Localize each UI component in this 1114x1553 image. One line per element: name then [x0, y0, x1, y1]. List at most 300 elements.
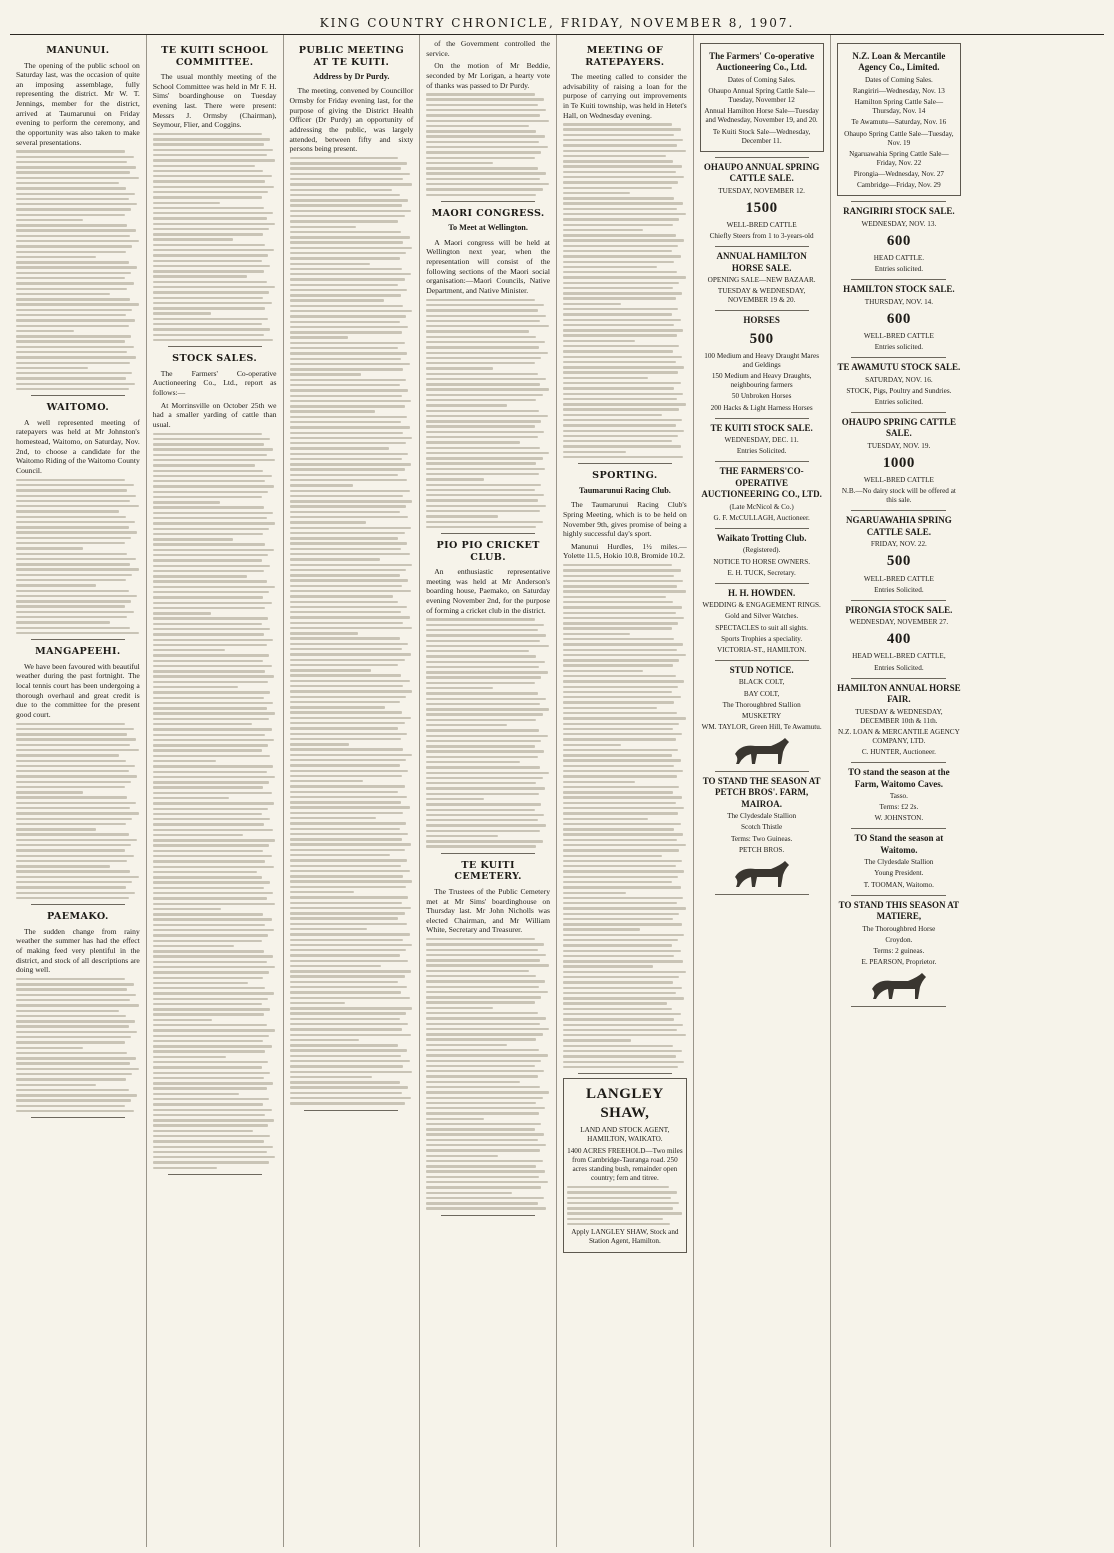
- text-line: [426, 845, 536, 847]
- text-line: [426, 676, 541, 678]
- text-line: [16, 1041, 125, 1043]
- text-line: [426, 320, 540, 322]
- text-line: [426, 515, 498, 517]
- text-line: [290, 595, 394, 597]
- text-line: [290, 468, 405, 470]
- text-line: [153, 1072, 271, 1074]
- advertisement: [700, 43, 824, 152]
- text-line: [16, 214, 125, 216]
- text-line: [426, 803, 541, 805]
- text-line: [16, 495, 136, 497]
- text-line: [153, 940, 262, 942]
- text-line: [153, 186, 274, 188]
- text-line: [290, 395, 403, 397]
- text-line: [563, 691, 672, 693]
- column-rule: [715, 660, 809, 661]
- text-line: [290, 247, 413, 249]
- text-line: [563, 775, 677, 777]
- article-subheading: Taumarunui Racing Club.: [578, 485, 671, 495]
- text-line: [153, 1008, 271, 1010]
- column-4: [420, 35, 557, 1547]
- ad-figure: 500: [886, 553, 911, 570]
- ad-title: TE KUITI STOCK SALE.: [710, 422, 813, 433]
- text-line: [16, 870, 130, 872]
- text-line: [290, 373, 362, 375]
- text-line: [16, 568, 139, 570]
- text-line: [290, 1055, 401, 1057]
- text-line: [563, 807, 684, 809]
- text-line: [290, 400, 411, 402]
- text-line: [563, 1066, 678, 1068]
- advertisement: [837, 833, 962, 889]
- text-line: [290, 970, 411, 972]
- text-line: [426, 415, 547, 417]
- text-line: [426, 996, 541, 998]
- text-line: [426, 93, 535, 95]
- article: [426, 39, 550, 196]
- advertisement: [700, 665, 824, 766]
- text-line: [153, 506, 264, 508]
- text-line: [426, 1012, 537, 1014]
- text-line: [290, 933, 410, 935]
- article-subheading: To Meet at Wellington.: [448, 223, 528, 233]
- text-line: [290, 622, 404, 624]
- text-line: [290, 659, 405, 661]
- article-paragraph: A well represented meeting of ratepayers was held at Mr Johnston's homestead, Waitomo, on Saturday, Nov. 2nd, to choose a candidate for the Waitomo Riding of the Waitomo County Council.: [16, 417, 140, 476]
- text-line: [563, 960, 683, 962]
- text-line: [16, 855, 134, 857]
- text-line: [426, 671, 547, 673]
- text-line: [290, 759, 406, 761]
- text-line: [563, 950, 681, 952]
- text-line: [16, 994, 136, 996]
- text-line: [290, 405, 405, 407]
- text-line: [16, 203, 137, 205]
- text-line: [16, 1068, 139, 1070]
- column-7: [831, 35, 968, 1547]
- text-line: [567, 1191, 677, 1193]
- text-line: [153, 955, 273, 957]
- text-line: [563, 176, 684, 178]
- text-line: [426, 1133, 544, 1135]
- text-line: [426, 157, 535, 159]
- text-line: [153, 934, 268, 936]
- article-heading: TE KUITI CEMETERY.: [454, 859, 522, 883]
- text-line: [290, 843, 411, 845]
- text-line: [153, 718, 269, 720]
- text-line: [563, 902, 677, 904]
- text-line: [16, 786, 125, 788]
- ad-line: SPECTACLES to suit all sights.: [715, 623, 808, 632]
- text-line: [290, 796, 408, 798]
- ad-line: G. F. McCULLAGH, Auctioneer.: [713, 513, 810, 522]
- text-line: [290, 833, 409, 835]
- text-line: [290, 500, 413, 502]
- text-line: [563, 139, 683, 141]
- text-line: [153, 339, 273, 341]
- ad-line: Cambridge—Friday, Nov. 29: [857, 181, 941, 190]
- article-heading: MEETING OF RATEPAYERS.: [585, 45, 665, 68]
- text-line: [563, 229, 643, 231]
- text-line: [426, 954, 546, 956]
- text-line: [563, 744, 621, 746]
- article-heading: WAITOMO.: [46, 402, 110, 414]
- text-line: [153, 950, 264, 952]
- text-line: [426, 404, 506, 406]
- text-line: [16, 611, 134, 613]
- ad-line: VICTORIA-ST., HAMILTON.: [717, 645, 807, 654]
- text-line: [567, 1223, 670, 1225]
- ad-title: ANNUAL HAMILTON HORSE SALE.: [716, 251, 807, 273]
- article-paragraph: A Maori congress will be held at Wellington next year, when the representation will consist of the following sections of the Maori social organisation:—Maori Councils, Native Department, and Native Minister.: [426, 237, 550, 296]
- text-line: [426, 645, 549, 647]
- text-line: [426, 130, 536, 132]
- text-line: [563, 165, 682, 167]
- text-line: [290, 484, 353, 486]
- text-line: [290, 975, 405, 977]
- text-line: [563, 297, 676, 299]
- text-line: [426, 830, 540, 832]
- article-heading: PUBLIC MEETING AT TE KUITI.: [298, 45, 405, 68]
- text-line: [16, 595, 137, 597]
- text-line: [290, 231, 401, 233]
- text-line: [426, 1176, 539, 1178]
- text-line: [426, 399, 536, 401]
- text-line: [290, 939, 404, 941]
- text-line: [426, 949, 537, 951]
- text-line: [16, 177, 139, 179]
- text-line: [153, 149, 273, 151]
- text-line: [563, 1024, 683, 1026]
- text-line: [290, 537, 399, 539]
- text-line: [290, 944, 413, 946]
- text-line: [16, 605, 125, 607]
- text-line: [290, 194, 400, 196]
- text-line: [153, 202, 220, 204]
- text-line: [563, 876, 678, 878]
- text-line: [426, 938, 535, 940]
- text-line: [153, 744, 268, 746]
- text-line: [153, 512, 273, 514]
- ad-subtitle: (Late McNicol & Co.): [729, 502, 794, 511]
- ad-title: HAMILTON STOCK SALE.: [843, 284, 955, 295]
- text-line: [153, 312, 211, 314]
- article-paragraph: The opening of the public school on Saturday last, was the occasion of quite an imposing assemblage, fully representing the district. Mr W. T. Jennings, member for the district, arrived at Taumarunui on Friday evening to perform the ceremony, and the opportunity was also taken to make several presentations.: [16, 60, 140, 147]
- text-line: [563, 134, 674, 136]
- text-line: [153, 480, 266, 482]
- text-line: [153, 448, 273, 450]
- text-line: [563, 844, 686, 846]
- advertisement: [700, 533, 824, 578]
- advertisement: [700, 162, 824, 241]
- text-line: [426, 315, 546, 317]
- text-line: [290, 521, 367, 523]
- text-line: [153, 749, 262, 751]
- text-line: [426, 724, 506, 726]
- text-line: [16, 362, 130, 364]
- text-line: [290, 917, 399, 919]
- advertisement: [837, 767, 962, 823]
- ad-figure: 400: [886, 631, 911, 648]
- ad-line: HEAD CATTLE.: [873, 254, 925, 262]
- column-rule: [31, 904, 125, 905]
- text-line: [16, 760, 126, 762]
- text-line: [426, 478, 484, 480]
- text-line: [153, 633, 264, 635]
- text-line: [16, 516, 126, 518]
- ad-figure: 500: [749, 330, 774, 347]
- text-line: [563, 213, 686, 215]
- text-line: [567, 1212, 682, 1214]
- text-line: [290, 426, 410, 428]
- text-line: [426, 640, 540, 642]
- column-rule: [31, 395, 125, 396]
- text-line: [16, 314, 126, 316]
- text-line: [153, 275, 247, 277]
- text-line: [16, 754, 119, 756]
- text-line: [290, 711, 403, 713]
- text-line: [153, 760, 216, 762]
- ad-line: TUESDAY & WEDNESDAY, NOVEMBER 19 & 20.: [717, 287, 806, 305]
- text-line: [290, 167, 401, 169]
- text-line: [16, 818, 132, 820]
- ad-line: Te Kuiti Stock Sale—Wednesday, December 11.: [712, 127, 811, 145]
- ad-line: Croydon.: [885, 935, 913, 944]
- text-line: [426, 172, 546, 174]
- text-line: [426, 394, 542, 396]
- column-rule: [578, 1073, 672, 1074]
- text-line: [153, 617, 268, 619]
- ad-line: The Clydesdale Stallion: [864, 858, 934, 867]
- text-line: [153, 607, 266, 609]
- text-line: [290, 748, 404, 750]
- text-line: [290, 442, 406, 444]
- ad-title: The Farmers' Co-operative Auctioneering Co., Ltd.: [709, 51, 815, 73]
- ad-line: Ngaruawahia Spring Cattle Sale—Friday, Nov. 22: [849, 149, 949, 167]
- text-line: [426, 489, 535, 491]
- text-line: [290, 965, 382, 967]
- text-line: [426, 692, 537, 694]
- text-line: [426, 362, 535, 364]
- text-line: [16, 1052, 127, 1054]
- text-line: [426, 357, 541, 359]
- text-line: [563, 350, 673, 352]
- text-line: [153, 254, 268, 256]
- text-line: [16, 272, 131, 274]
- text-line: [153, 1114, 266, 1116]
- text-line: [16, 1084, 96, 1086]
- text-line: [426, 436, 537, 438]
- text-line: [426, 835, 498, 837]
- text-line: [153, 818, 271, 820]
- text-line: [290, 347, 399, 349]
- text-line: [16, 193, 135, 195]
- text-line: [153, 639, 273, 641]
- text-line: [563, 627, 672, 629]
- text-line: [153, 1140, 264, 1142]
- text-line: [290, 896, 409, 898]
- text-line: [426, 188, 542, 190]
- text-line: [16, 346, 134, 348]
- text-line: [290, 1002, 346, 1004]
- text-line: [16, 261, 129, 263]
- text-line: [563, 855, 662, 857]
- text-line: [290, 453, 409, 455]
- text-line: [153, 586, 276, 588]
- text-line: [153, 1045, 272, 1047]
- text-line: [290, 1034, 411, 1036]
- text-line: [290, 743, 349, 745]
- text-line: [153, 1124, 268, 1126]
- text-line: [563, 897, 683, 899]
- text-line: [153, 876, 262, 878]
- text-line: [290, 674, 401, 676]
- text-line: [16, 484, 134, 486]
- article-paragraph: The usual monthly meeting of the School Committee was held in Mr F. H. Sims' boardinghouse on Tuesday evening last. There were present: Messrs J. Ormsby (Chairman), Seymour, Flier, and Coggins.: [152, 72, 277, 130]
- text-line: [290, 574, 400, 576]
- ad-subtitle: LAND AND STOCK AGENT, HAMILTON, WAIKATO.: [580, 1126, 670, 1144]
- text-line: [290, 838, 403, 840]
- text-line: [153, 1151, 267, 1153]
- text-line: [290, 1012, 406, 1014]
- text-line: [563, 818, 648, 820]
- text-line: [290, 928, 368, 930]
- text-line: [153, 1103, 263, 1105]
- text-line: [563, 1045, 673, 1047]
- ad-line: NOTICE TO HORSE OWNERS.: [713, 557, 811, 566]
- text-line: [153, 459, 276, 461]
- article-heading: MANUNUI.: [46, 45, 110, 56]
- article-paragraph: of the Government controlled the service.: [426, 39, 550, 58]
- column-rule: [715, 310, 809, 311]
- text-line: [290, 252, 406, 254]
- text-line: [426, 629, 537, 631]
- column-rule: [441, 853, 535, 854]
- text-line: [290, 738, 401, 740]
- column-rule: [851, 279, 946, 280]
- ad-subtitle: TUESDAY, NOVEMBER 12.: [718, 186, 805, 195]
- article: [153, 353, 277, 1169]
- text-line: [426, 1181, 547, 1183]
- ad-line: N.Z. LOAN & MERCANTILE AGENCY COMPANY, LTD.: [837, 727, 960, 745]
- text-line: [426, 120, 549, 122]
- advertisement: [700, 251, 824, 305]
- text-line: [426, 1001, 535, 1003]
- article: [16, 45, 140, 390]
- text-line: [290, 717, 411, 719]
- text-line: [290, 1018, 400, 1020]
- column-rule: [441, 533, 535, 534]
- text-line: [290, 336, 348, 338]
- text-line: [153, 792, 272, 794]
- text-line: [16, 865, 110, 867]
- text-line: [563, 928, 640, 930]
- text-line: [16, 563, 130, 565]
- text-line: [290, 806, 410, 808]
- text-line: [426, 484, 541, 486]
- text-line: [290, 321, 400, 323]
- text-line: [16, 1057, 136, 1059]
- text-line: [426, 1207, 546, 1209]
- text-line: [426, 304, 544, 306]
- text-line: [16, 744, 130, 746]
- text-line: [563, 250, 672, 252]
- text-line: [153, 570, 264, 572]
- text-line: [153, 475, 272, 477]
- text-line: [16, 584, 96, 586]
- text-line: [153, 1077, 264, 1079]
- text-line: [16, 340, 125, 342]
- article: [153, 45, 277, 341]
- text-line: [290, 653, 411, 655]
- text-line: [153, 786, 263, 788]
- text-line: [290, 991, 401, 993]
- article: [16, 402, 140, 634]
- column-rule: [715, 528, 809, 529]
- text-line: [153, 644, 267, 646]
- text-line: [153, 334, 264, 336]
- text-line: [153, 844, 269, 846]
- article: [563, 45, 687, 458]
- text-line: [563, 451, 626, 453]
- text-line: [16, 219, 83, 221]
- text-line: [16, 897, 129, 899]
- article-heading: PIO PIO CRICKET CLUB.: [436, 540, 540, 563]
- text-line: [16, 733, 127, 735]
- text-line: [290, 527, 411, 529]
- text-line: [153, 138, 271, 140]
- text-line: [153, 649, 225, 651]
- text-line: [563, 781, 635, 783]
- text-line: [563, 408, 679, 410]
- text-line: [426, 819, 537, 821]
- text-line: [426, 1081, 520, 1083]
- text-line: [426, 1107, 545, 1109]
- article-paragraph: The Taumarunui Racing Club's Spring Meeting, which is to be held on November 9th, gives promise of being a highly successful day's sport.: [563, 500, 687, 539]
- text-line: [153, 596, 263, 598]
- text-line: [563, 329, 683, 331]
- text-line: [563, 340, 635, 342]
- text-line: [563, 759, 681, 761]
- text-line: [153, 454, 267, 456]
- article: [426, 860, 550, 1210]
- text-line: [426, 1070, 544, 1072]
- text-line: [563, 987, 682, 989]
- text-line: [153, 1098, 269, 1100]
- article-paragraph: The sudden change from rainy weather the summer has had the effect of making feed very plentiful in the district, and stock of all descriptions are doing well.: [16, 926, 140, 975]
- ad-line: 100 Medium and Heavy Draught Mares and Geldings: [704, 351, 820, 370]
- text-line: [563, 282, 679, 284]
- text-line: [16, 876, 139, 878]
- text-line: [153, 575, 247, 577]
- text-line: [153, 723, 252, 725]
- text-line: [563, 913, 679, 915]
- text-line: [563, 992, 676, 994]
- text-line: [290, 611, 401, 613]
- text-line: [153, 302, 272, 304]
- text-line: [16, 293, 110, 295]
- text-line: [426, 782, 536, 784]
- text-line: [567, 1202, 679, 1204]
- text-line: [290, 775, 403, 777]
- ad-line: 150 Medium and Heavy Draughts, neighbouring farmers: [711, 372, 812, 390]
- text-line: [290, 569, 406, 571]
- text-line: [290, 817, 377, 819]
- text-line: [563, 823, 681, 825]
- text-line: [153, 297, 263, 299]
- text-line: [567, 1207, 673, 1209]
- text-line: [153, 1029, 276, 1031]
